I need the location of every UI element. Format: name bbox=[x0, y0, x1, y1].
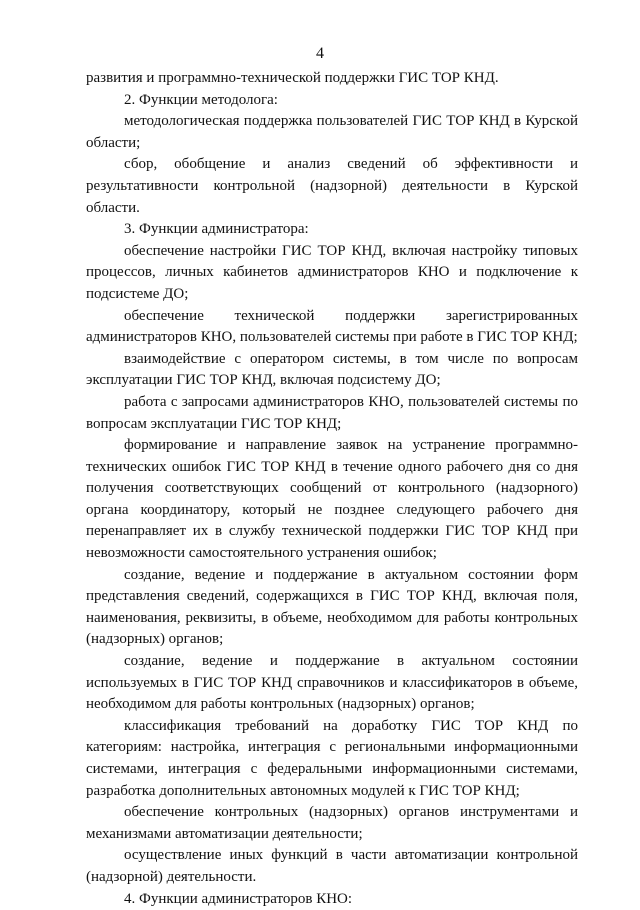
paragraph-continuation: развития и программно-технической поддержки ГИС ТОР КНД. bbox=[86, 70, 499, 86]
paragraph: взаимодействие с оператором системы, в том числе по вопросам эксплуатации ГИС ТОР КНД, включая подсистему ДО; bbox=[86, 350, 578, 389]
paragraph: работа с запросами администраторов КНО, пользователей системы по вопросам эксплуатации ГИС ТОР КНД; bbox=[86, 393, 578, 432]
section-heading-kno-administrators: 4. Функции администраторов КНО: bbox=[124, 890, 353, 907]
page-number: 4 bbox=[316, 45, 324, 62]
section-heading-administrator: 3. Функции администратора: bbox=[124, 221, 309, 238]
document-body bbox=[86, 68, 578, 910]
paragraph: методологическая поддержка пользователей ГИС ТОР КНД в Курской области; bbox=[86, 113, 578, 151]
paragraph: классификация требований на доработку ГИС ТОР КНД по категориям: настройка, интеграция с региональными информационными системами, интеграция с федеральными информационными системами, разработка дополнительных автономных модулей к ГИС ТОР КНД; bbox=[86, 717, 578, 799]
paragraph: создание, ведение и поддержание в актуальном состоянии форм представления сведений, содержащихся в ГИС ТОР КНД, включая поля, наименования, реквизиты, в объеме, необходимом для работы контрольных (надзорных) органов; bbox=[86, 566, 578, 648]
section-heading-methodologist: 2. Функции методолога: bbox=[124, 91, 278, 108]
paragraph: формирование и направление заявок на устранение программно-технических ошибок ГИС ТОР КНД в течение одного рабочего дня со дня получения соответствующих сообщений от контрольного (надзорного) органа координатору, который не позднее следующего рабочего дня перенаправляет их в службу технической поддержки ГИС ТОР КНД при невозможности самостоятельного устранения ошибок; bbox=[86, 437, 578, 562]
paragraph: создание, ведение и поддержание в актуальном состоянии используемых в ГИС ТОР КНД справочников и классификаторов в объеме, необходимом для работы контрольных (надзорных) органов; bbox=[86, 653, 578, 713]
paragraph: обеспечение технической поддержки зарегистрированных администраторов КНО, пользователей системы при работе в ГИС ТОР КНД; bbox=[86, 307, 578, 346]
paragraph: обеспечение настройки ГИС ТОР КНД, включая настройку типовых процессов, личных кабинетов администраторов КНО и подключение к подсистеме ДО; bbox=[86, 242, 578, 302]
paragraph: осуществление иных функций в части автоматизации контрольной (надзорной) деятельности. bbox=[86, 847, 578, 885]
paragraph: сбор, обобщение и анализ сведений об эффективности и результативности контрольной (надзорной) деятельности в Курской области. bbox=[86, 156, 578, 216]
paragraph: обеспечение контрольных (надзорных) органов инструментами и механизмами автоматизации деятельности; bbox=[86, 804, 578, 842]
